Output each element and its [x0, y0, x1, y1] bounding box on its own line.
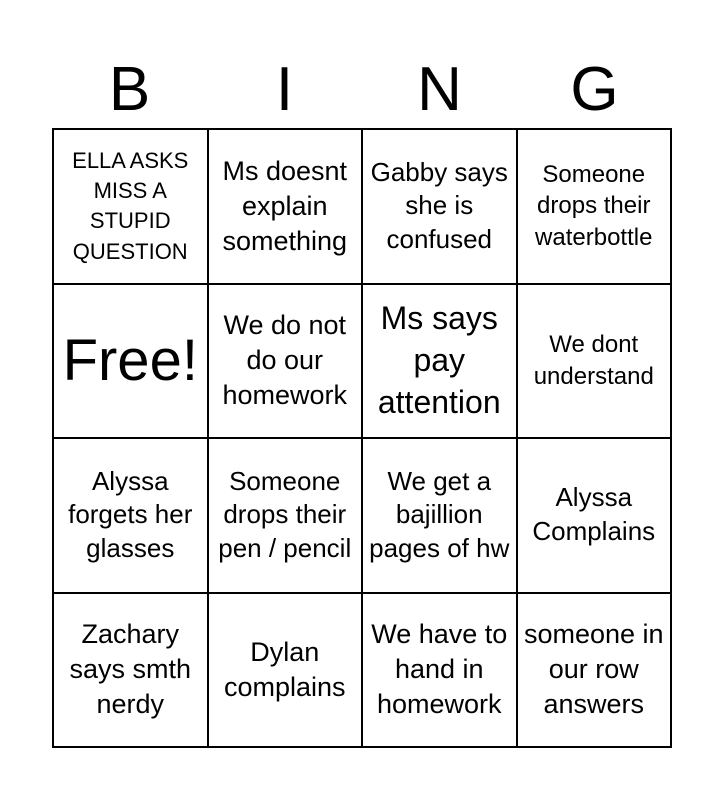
bingo-cell-label: We get a bajillion pages of hw: [369, 465, 510, 564]
bingo-cell-label: someone in our row answers: [523, 619, 664, 720]
bingo-cell[interactable]: [209, 594, 364, 749]
bingo-cell[interactable]: [363, 285, 518, 440]
bingo-cell[interactable]: [209, 285, 364, 440]
bingo-cell-label: Someone drops their waterbottle: [535, 160, 653, 252]
bingo-cell[interactable]: [518, 439, 673, 594]
header-letter-b: B: [108, 55, 151, 124]
bingo-cell-label: We dont understand: [533, 331, 654, 390]
bingo-cell[interactable]: [54, 594, 209, 749]
bingo-cell[interactable]: [54, 130, 209, 285]
bingo-cell[interactable]: [209, 130, 364, 285]
bingo-cell-label: Alyssa Complains: [532, 482, 656, 547]
bingo-board: [52, 128, 672, 748]
bingo-cell[interactable]: [518, 285, 673, 440]
bingo-cell-label: Ms doesnt explain something: [222, 155, 348, 256]
bingo-cell-label: Ms says pay attention: [377, 300, 501, 420]
bingo-cell[interactable]: [363, 594, 518, 749]
bingo-cell[interactable]: [518, 594, 673, 749]
bingo-cell[interactable]: [518, 130, 673, 285]
bingo-cell-label: We have to hand in homework: [371, 619, 508, 720]
bingo-cell[interactable]: [363, 130, 518, 285]
bingo-cell-label: ELLA ASKS MISS A STUPID QUESTION: [72, 147, 189, 264]
bingo-cell-label: Alyssa forgets her glasses: [68, 465, 193, 564]
bingo-header: [52, 52, 672, 128]
bingo-cell-label: Gabby says she is confused: [370, 156, 508, 255]
header-letter-g: G: [570, 55, 619, 124]
bingo-cell[interactable]: [209, 439, 364, 594]
bingo-cell-label: Free!: [62, 327, 198, 393]
bingo-cell[interactable]: [363, 439, 518, 594]
bingo-cell-label: Zachary says smth nerdy: [69, 619, 192, 720]
header-letter-i: I: [275, 55, 294, 124]
bingo-cell-label: We do not do our homework: [222, 310, 348, 411]
bingo-free-cell[interactable]: [54, 285, 209, 440]
bingo-cell-label: Someone drops their pen / pencil: [218, 465, 352, 564]
header-letter-n: N: [417, 55, 462, 124]
bingo-cell-label: Dylan complains: [223, 636, 346, 702]
bingo-cell[interactable]: [54, 439, 209, 594]
